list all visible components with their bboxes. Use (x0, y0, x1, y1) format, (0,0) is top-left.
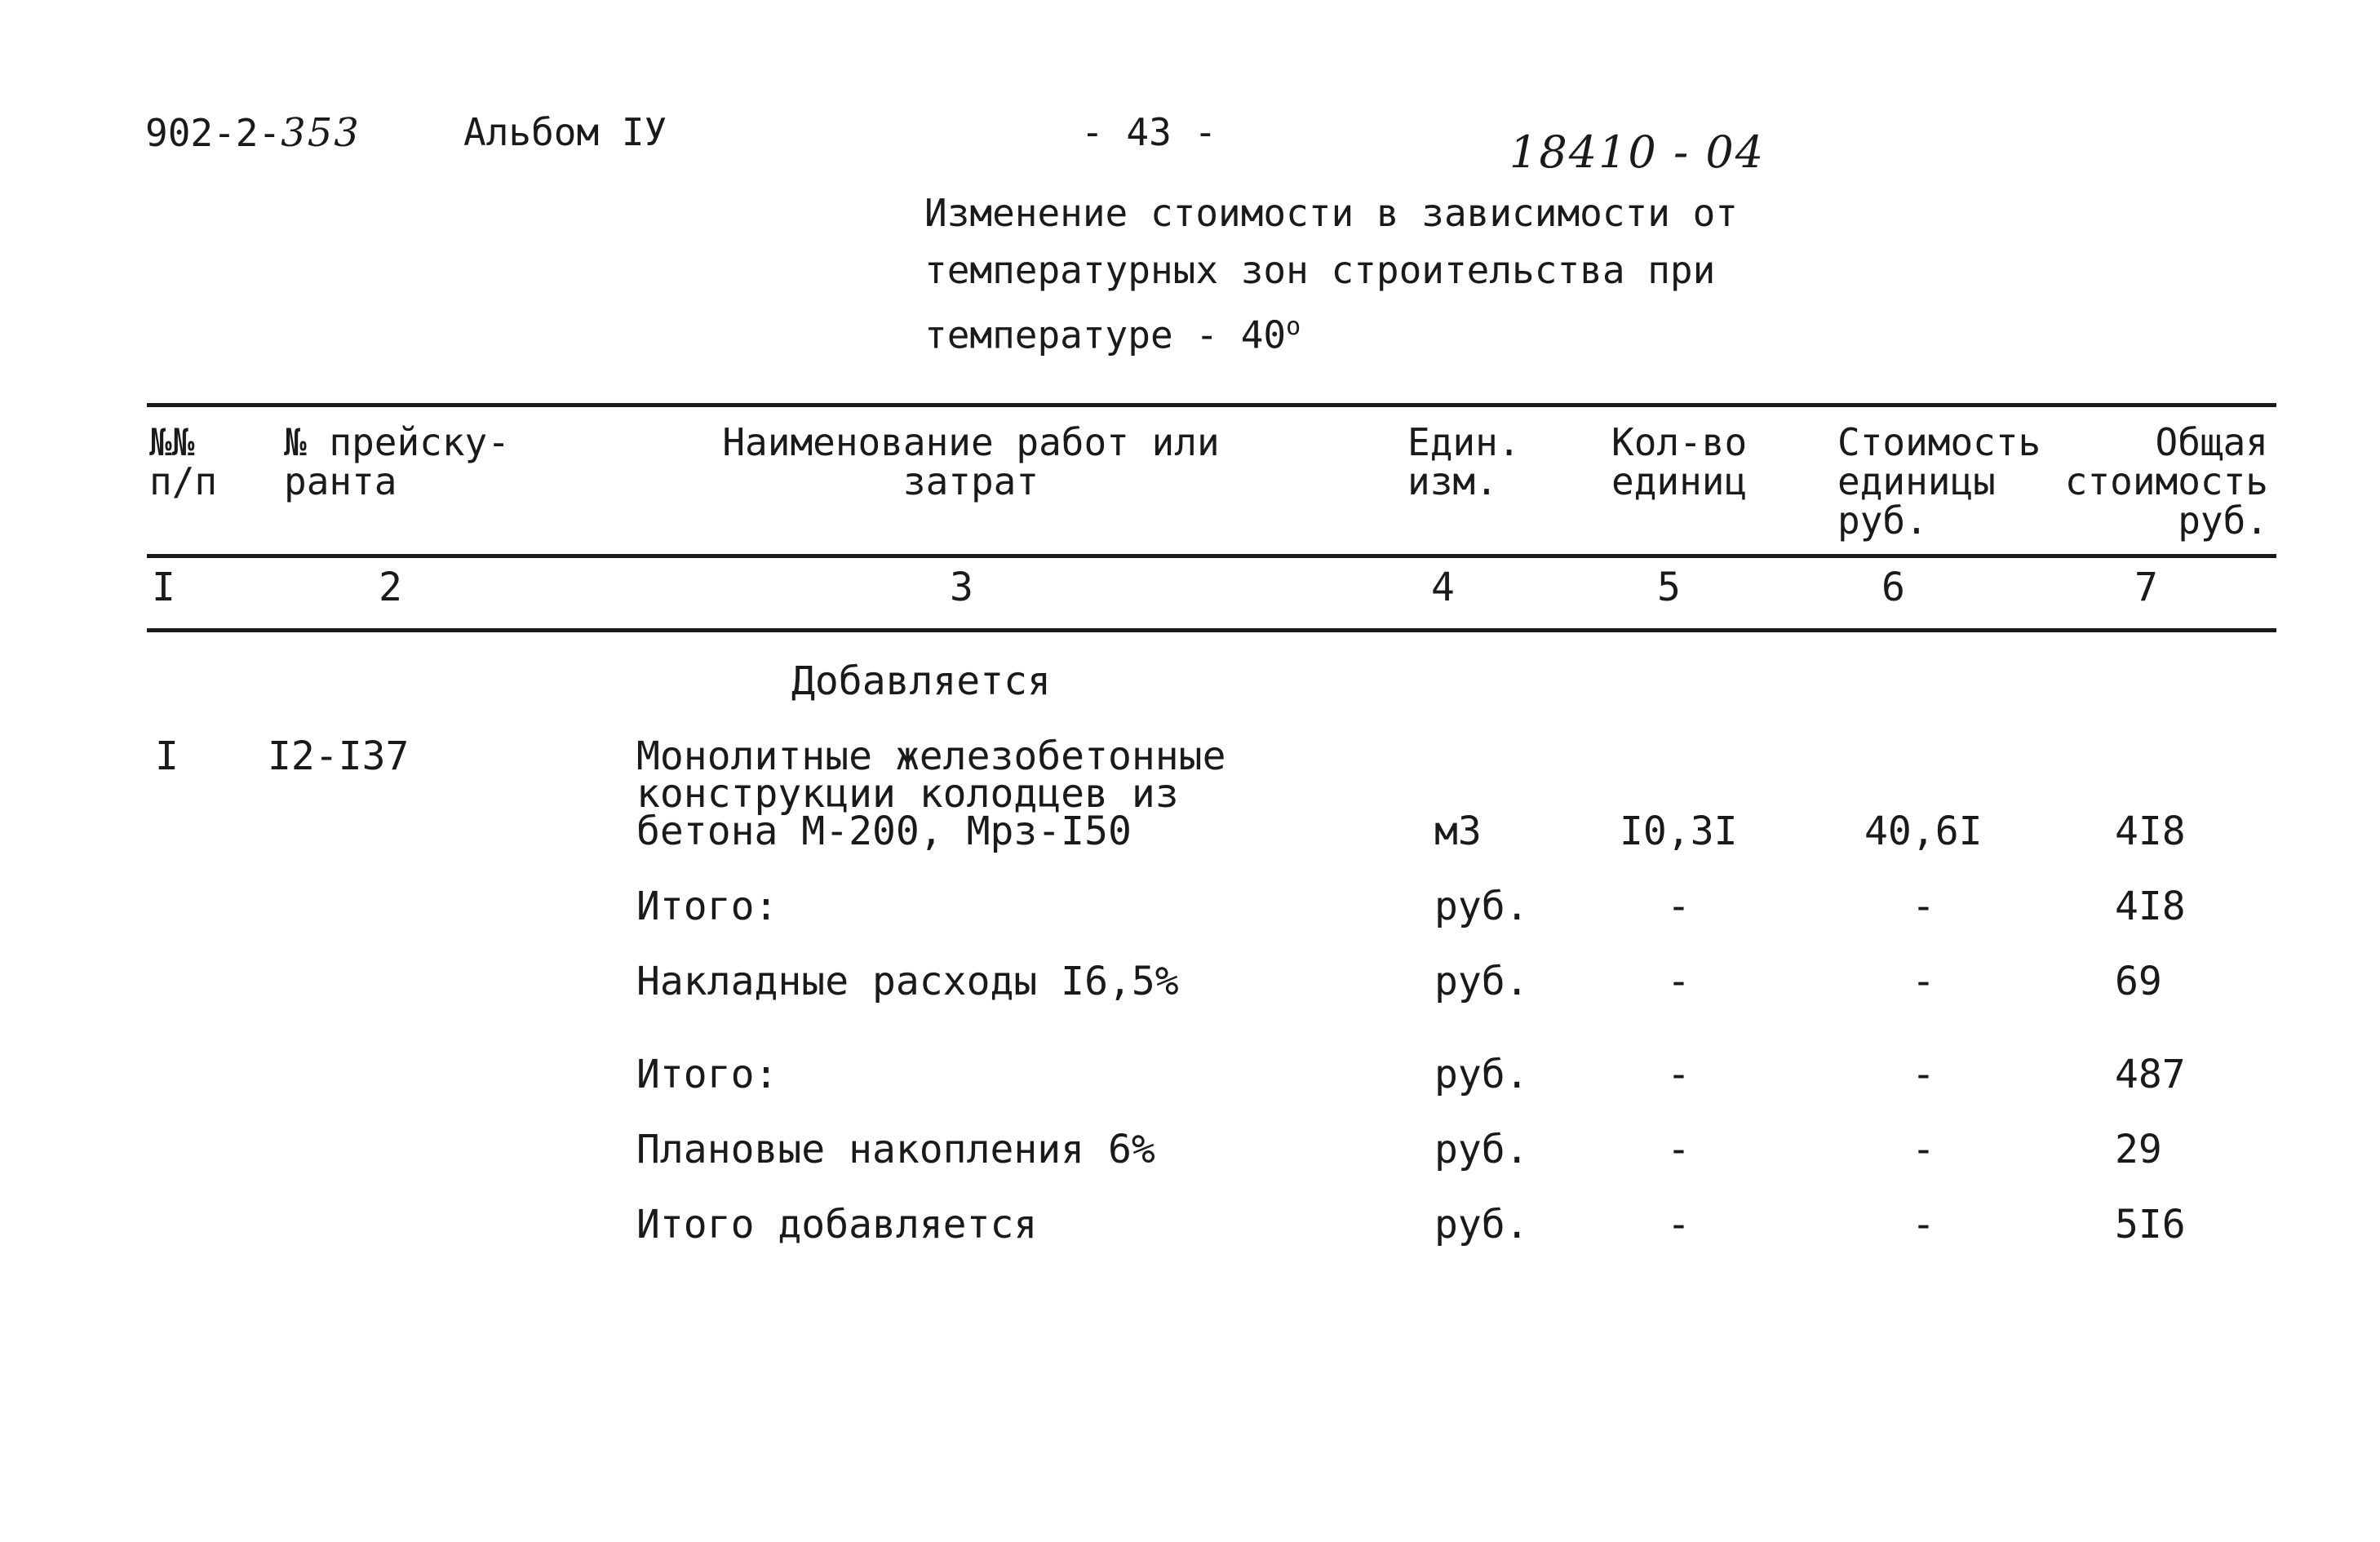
album-label: Альбом IУ (463, 110, 667, 154)
archive-number: 18410 - 04 (1509, 126, 1766, 178)
column-number-1: I (152, 565, 175, 610)
page-number: - 43 - (1081, 110, 1217, 154)
row-1-price-list: I2-I37 (268, 733, 410, 779)
degree-mark: о (1286, 312, 1301, 341)
document-code-printed: 902-2- (145, 111, 281, 155)
section-label: Добавляется (791, 658, 1051, 704)
column-number-6: 6 (1881, 565, 1905, 610)
column-number-5: 5 (1657, 565, 1681, 610)
row-4-unit-cost: - (1912, 1052, 1935, 1097)
row-1-total: 4I8 (2115, 809, 2186, 854)
header-bottom-rule (147, 554, 2276, 558)
row-3-name: Накладные расходы I6,5% (636, 959, 1179, 1004)
row-6-name: Итого добавляется (636, 1202, 1038, 1247)
column-header-6: Стоимость единицы руб. (1837, 420, 2041, 543)
column-header-7: Общая стоимость руб. (2064, 420, 2268, 543)
row-1-unit-cost: 40,6I (1864, 809, 1983, 854)
title-line-2: температурных зон строительства при (924, 248, 1716, 292)
row-3-unit: руб. (1434, 959, 1529, 1004)
row-6-total: 5I6 (2115, 1202, 2186, 1247)
row-1-name (636, 733, 1226, 854)
document-code (145, 110, 361, 156)
column-number-4: 4 (1431, 565, 1455, 610)
row-2-name: Итого: (636, 884, 778, 929)
column-number-7: 7 (2134, 565, 2158, 610)
row-1-quantity: I0,3I (1620, 809, 1738, 854)
row-1-unit: м3 (1434, 809, 1482, 854)
row-4-unit: руб. (1434, 1052, 1529, 1097)
row-4-quantity: - (1667, 1052, 1691, 1097)
column-number-3: 3 (950, 565, 973, 610)
row-2-total: 4I8 (2115, 884, 2186, 929)
row-5-name: Плановые накопления 6% (636, 1127, 1155, 1172)
column-header-3: Наименование работ или затрат (722, 420, 1220, 503)
row-6-quantity: - (1667, 1202, 1691, 1247)
row-2-quantity: - (1667, 884, 1691, 929)
row-6-unit-cost: - (1912, 1202, 1935, 1247)
row-5-total: 29 (2115, 1127, 2162, 1172)
column-header-1: №№ п/п (149, 420, 218, 503)
row-3-quantity: - (1667, 959, 1691, 1004)
row-6-unit: руб. (1434, 1202, 1529, 1247)
document-code-handwritten: 353 (281, 110, 361, 156)
page-title (924, 184, 1738, 363)
row-5-quantity: - (1667, 1127, 1691, 1172)
title-line-1: Изменение стоимости в зависимости от (924, 191, 1738, 235)
row-1-name-line-2: конструкции колодцев из (636, 771, 1179, 817)
column-header-5: Кол-во единиц (1611, 420, 1748, 503)
row-3-unit-cost: - (1912, 959, 1935, 1004)
row-2-unit-cost: - (1912, 884, 1935, 929)
row-3-total: 69 (2115, 959, 2162, 1004)
column-number-2: 2 (379, 565, 402, 610)
row-1-number: I (155, 733, 179, 779)
column-header-4: Един. изм. (1407, 420, 1521, 503)
row-5-unit-cost: - (1912, 1127, 1935, 1172)
row-2-unit: руб. (1434, 884, 1529, 929)
table-top-rule (147, 403, 2276, 407)
row-4-total: 487 (2115, 1052, 2186, 1097)
title-line-3: температуре - $40^о$ (924, 312, 1301, 357)
column-header-2: № прейску- ранта (284, 420, 510, 503)
row-1-name-line-3: бетона М-200, Мрз-I50 (636, 809, 1132, 854)
row-1-name-line-1: Монолитные железобетонные (636, 733, 1226, 779)
row-4-name: Итого: (636, 1052, 778, 1097)
row-5-unit: руб. (1434, 1127, 1529, 1172)
column-numbers-rule (147, 628, 2276, 632)
